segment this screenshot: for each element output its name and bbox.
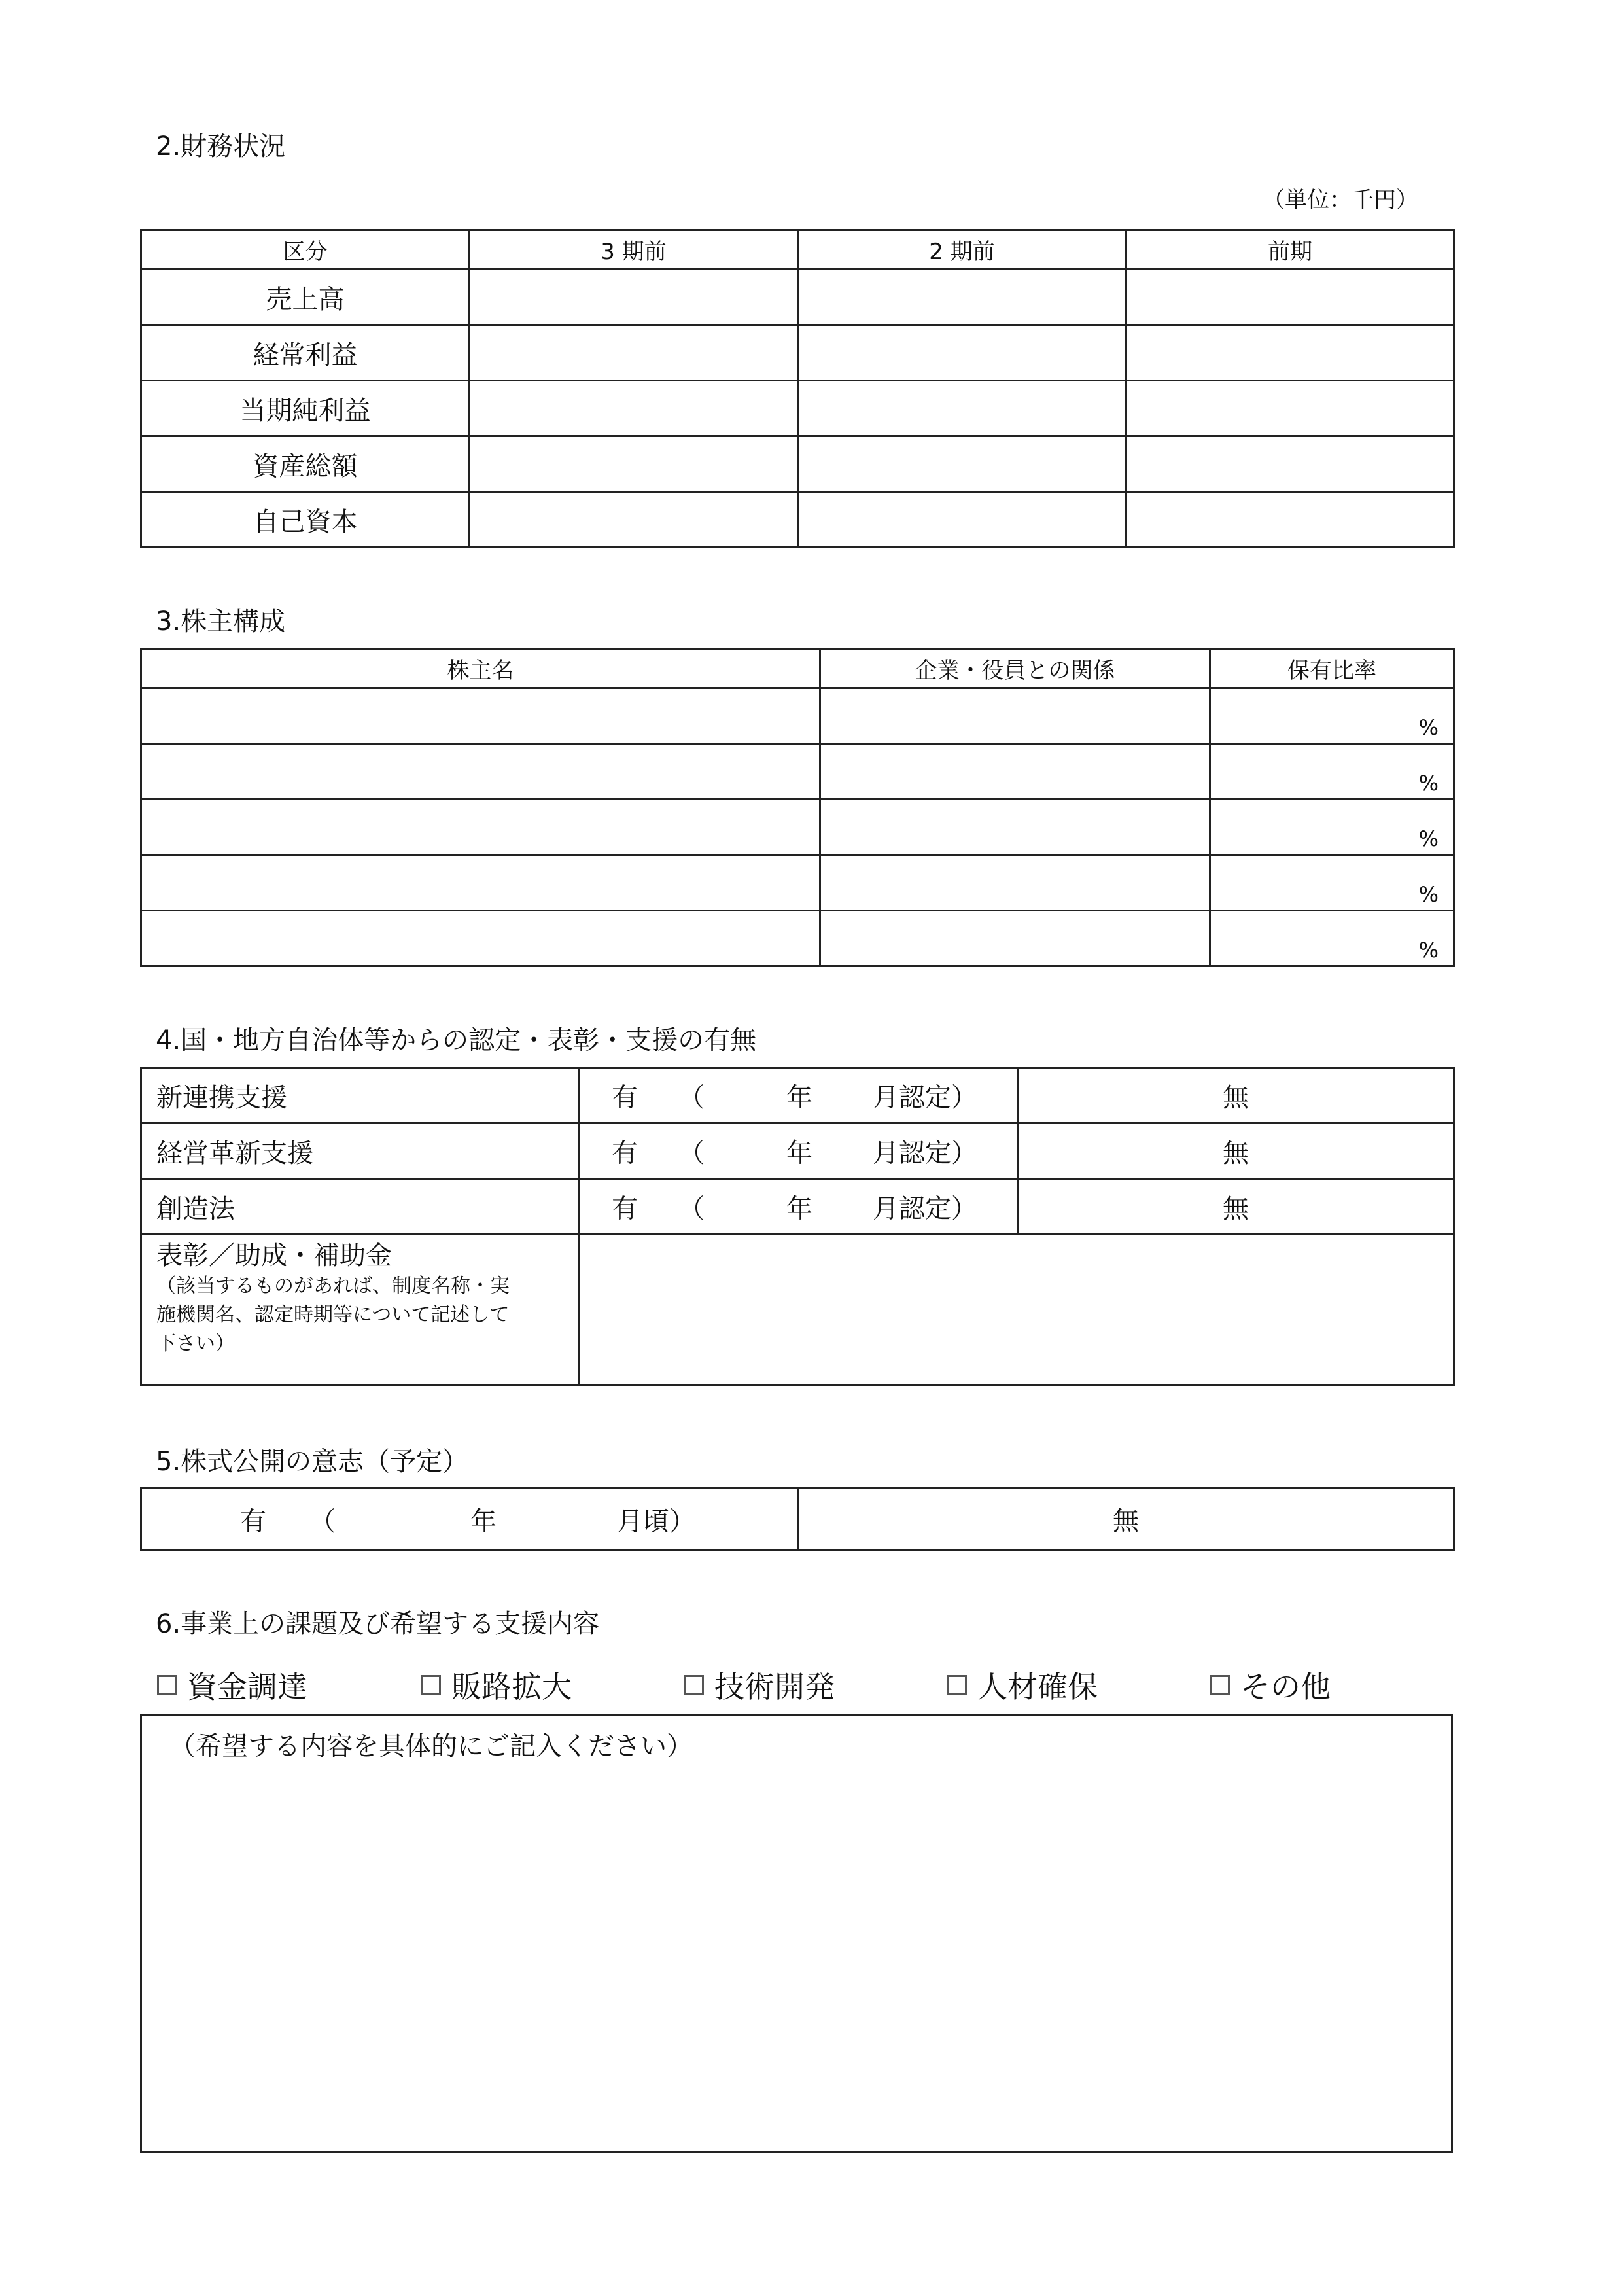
net-income-2-ago-input[interactable] <box>798 381 1126 436</box>
row-label-sales: 売上高 <box>141 270 470 325</box>
award-note-line: 施機関名、認定時期等について記述して <box>156 1303 510 1326</box>
shareholder-row <box>141 855 1454 911</box>
header-category: 区分 <box>141 230 470 270</box>
option-hr[interactable] <box>947 1665 1098 1704</box>
ordinary-profit-3-ago-input[interactable] <box>470 325 798 381</box>
shareholder-table <box>140 648 1455 967</box>
shareholder-name-input[interactable] <box>141 855 820 911</box>
cert-label-creation-law: 創造法 <box>141 1179 580 1235</box>
month-label: 月認定） <box>873 1082 977 1113</box>
shareholder-name-input[interactable] <box>141 911 820 966</box>
header-2-periods-ago: 2 期前 <box>798 230 1126 270</box>
shareholder-header-row <box>141 649 1454 688</box>
cert-no-option[interactable]: 無 <box>1018 1123 1454 1179</box>
month-label: 月頃） <box>617 1506 695 1536</box>
paren-open: （ <box>309 1506 336 1536</box>
equity-last-input[interactable] <box>1126 492 1454 548</box>
relationship-input[interactable] <box>820 855 1210 911</box>
section-3-title: 3.株主構成 <box>156 607 286 637</box>
financial-row <box>141 325 1454 381</box>
option-funding[interactable] <box>157 1665 307 1704</box>
checkbox-icon[interactable] <box>1210 1675 1230 1695</box>
support-detail-textarea[interactable] <box>140 1714 1453 2153</box>
ownership-ratio-input[interactable]: % <box>1210 688 1454 744</box>
ordinary-profit-2-ago-input[interactable] <box>798 325 1126 381</box>
financial-table <box>140 229 1455 548</box>
shareholder-name-input[interactable] <box>141 688 820 744</box>
header-3-periods-ago: 3 期前 <box>470 230 798 270</box>
cert-yes-option[interactable] <box>580 1068 1018 1123</box>
shareholder-name-input[interactable] <box>141 744 820 800</box>
shareholder-row <box>141 744 1454 800</box>
ownership-ratio-input[interactable]: % <box>1210 744 1454 800</box>
ipo-row <box>141 1488 1454 1551</box>
year-label: 年 <box>470 1506 497 1536</box>
cert-label-management-innovation: 経営革新支援 <box>141 1123 580 1179</box>
section-6-title: 6.事業上の課題及び希望する支援内容 <box>156 1609 600 1639</box>
award-label: 表彰／助成・補助金 <box>156 1241 392 1271</box>
equity-2-ago-input[interactable] <box>798 492 1126 548</box>
option-sales-channel[interactable] <box>421 1665 572 1704</box>
header-last-period: 前期 <box>1126 230 1454 270</box>
paren-open: （ <box>678 1082 705 1113</box>
award-note-line: （該当するものがあれば、制度名称・実 <box>156 1275 510 1298</box>
relationship-input[interactable] <box>820 911 1210 966</box>
sales-last-input[interactable] <box>1126 270 1454 325</box>
checkbox-icon[interactable] <box>157 1675 177 1695</box>
award-note-line: 下さい） <box>156 1332 235 1355</box>
paren-open: （ <box>678 1138 705 1169</box>
paren-open: （ <box>678 1193 705 1224</box>
ownership-ratio-input[interactable]: % <box>1210 800 1454 855</box>
yes-label: 有 <box>240 1506 266 1536</box>
ipo-yes-option[interactable] <box>141 1488 798 1551</box>
option-label: 技術開発 <box>714 1669 835 1704</box>
net-income-3-ago-input[interactable] <box>470 381 798 436</box>
checkbox-icon[interactable] <box>947 1675 967 1695</box>
unit-label: （単位：千円） <box>1263 187 1418 213</box>
total-assets-3-ago-input[interactable] <box>470 436 798 492</box>
year-label: 年 <box>786 1082 812 1113</box>
cert-yes-option[interactable] <box>580 1123 1018 1179</box>
year-label: 年 <box>786 1138 812 1169</box>
certification-row <box>141 1123 1454 1179</box>
total-assets-2-ago-input[interactable] <box>798 436 1126 492</box>
total-assets-last-input[interactable] <box>1126 436 1454 492</box>
ownership-ratio-input[interactable]: % <box>1210 855 1454 911</box>
award-detail-input[interactable] <box>580 1235 1454 1385</box>
relationship-input[interactable] <box>820 800 1210 855</box>
option-label: 人材確保 <box>977 1669 1098 1704</box>
certification-row <box>141 1068 1454 1123</box>
award-label-cell <box>141 1235 580 1385</box>
month-label: 月認定） <box>873 1193 977 1224</box>
section-2-title: 2.財務状況 <box>156 132 286 162</box>
support-detail-hint: （希望する内容を具体的にご記入ください） <box>169 1731 693 1761</box>
shareholder-row <box>141 688 1454 744</box>
row-label-net-income: 当期純利益 <box>141 381 470 436</box>
award-row <box>141 1235 1454 1385</box>
yes-label: 有 <box>612 1193 638 1224</box>
option-label: その他 <box>1240 1669 1331 1704</box>
row-label-ordinary-profit: 経常利益 <box>141 325 470 381</box>
equity-3-ago-input[interactable] <box>470 492 798 548</box>
yes-label: 有 <box>612 1082 638 1113</box>
relationship-input[interactable] <box>820 744 1210 800</box>
option-label: 販路拡大 <box>451 1669 572 1704</box>
header-ownership-ratio: 保有比率 <box>1210 649 1454 688</box>
checkbox-icon[interactable] <box>421 1675 441 1695</box>
sales-2-ago-input[interactable] <box>798 270 1126 325</box>
sales-3-ago-input[interactable] <box>470 270 798 325</box>
ipo-table <box>140 1487 1455 1551</box>
option-tech-development[interactable] <box>684 1665 835 1704</box>
cert-no-option[interactable]: 無 <box>1018 1068 1454 1123</box>
certification-row <box>141 1179 1454 1235</box>
ownership-ratio-input[interactable]: % <box>1210 911 1454 966</box>
net-income-last-input[interactable] <box>1126 381 1454 436</box>
financial-row <box>141 381 1454 436</box>
option-label: 資金調達 <box>187 1669 307 1704</box>
relationship-input[interactable] <box>820 688 1210 744</box>
row-label-equity: 自己資本 <box>141 492 470 548</box>
checkbox-icon[interactable] <box>684 1675 704 1695</box>
cert-no-option[interactable]: 無 <box>1018 1179 1454 1235</box>
header-shareholder-name: 株主名 <box>141 649 820 688</box>
financial-row <box>141 492 1454 548</box>
ipo-no-option[interactable]: 無 <box>798 1488 1454 1551</box>
yes-label: 有 <box>612 1138 638 1169</box>
shareholder-row <box>141 911 1454 966</box>
ordinary-profit-last-input[interactable] <box>1126 325 1454 381</box>
month-label: 月認定） <box>873 1138 977 1169</box>
financial-header-row <box>141 230 1454 270</box>
year-label: 年 <box>786 1193 812 1224</box>
shareholder-row <box>141 800 1454 855</box>
financial-row <box>141 270 1454 325</box>
support-options <box>157 1665 1465 1704</box>
option-other[interactable] <box>1210 1665 1331 1704</box>
financial-row <box>141 436 1454 492</box>
cert-yes-option[interactable] <box>580 1179 1018 1235</box>
section-4-title: 4.国・地方自治体等からの認定・表彰・支援の有無 <box>156 1025 757 1055</box>
certification-table <box>140 1067 1455 1386</box>
header-relationship: 企業・役員との関係 <box>820 649 1210 688</box>
row-label-total-assets: 資産総額 <box>141 436 470 492</box>
cert-label-new-collaboration: 新連携支援 <box>141 1068 580 1123</box>
section-5-title: 5.株式公開の意志（予定） <box>156 1447 469 1477</box>
shareholder-name-input[interactable] <box>141 800 820 855</box>
